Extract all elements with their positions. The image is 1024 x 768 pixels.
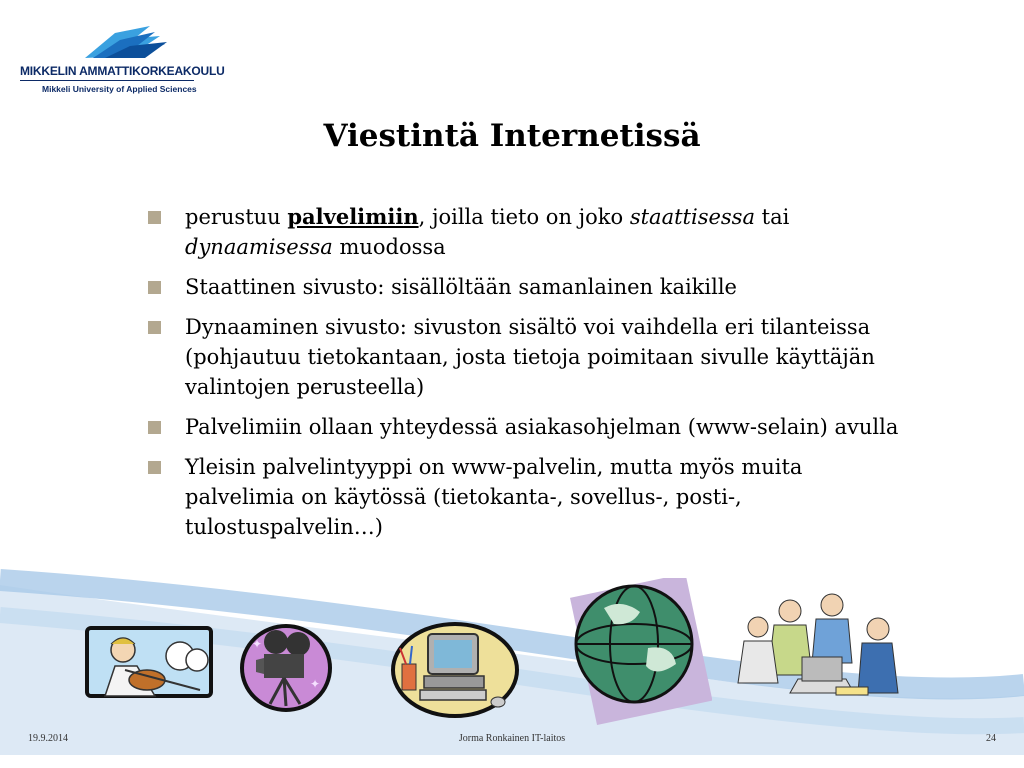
bullet-marker-icon — [148, 461, 161, 474]
bullet-text: Dynaaminen sivusto: sivuston sisältö voi vaihdella eri tilanteissa (pohjautuu tietokantaan, josta tietoja poimitaan sivulle käyttäjän valintojen perusteella) — [185, 315, 875, 399]
bullet-item — [145, 412, 905, 442]
computer-clipart-icon — [390, 618, 520, 718]
bullet-item — [145, 452, 905, 542]
bullet-item — [145, 272, 905, 302]
movie-camera-clipart-icon — [238, 618, 334, 714]
logo-emblem-icon — [75, 18, 175, 63]
bullet-italic-term: dynaamisessa — [185, 235, 333, 259]
bullet-marker-icon — [148, 321, 161, 334]
bullet-text: , joilla tieto on joko — [418, 205, 630, 229]
bullet-item — [145, 202, 905, 262]
bullet-marker-icon — [148, 281, 161, 294]
bullet-text: perustuu — [185, 205, 288, 229]
logo-subtitle: Mikkeli University of Applied Sciences — [42, 84, 197, 94]
logo-divider — [20, 80, 194, 81]
bullet-list — [145, 202, 905, 552]
footer-author: Jorma Ronkainen IT-laitos — [458, 733, 566, 744]
svg-text:✦: ✦ — [310, 677, 321, 691]
bullet-marker-icon — [148, 211, 161, 224]
bullet-keyword: palvelimiin — [287, 204, 419, 229]
bullet-text: Yleisin palvelintyyppi on www-palvelin, mutta myös muita palvelimia on käytössä (tietokanta-, sovellus-, posti-, tulostuspalvelin…) — [185, 455, 803, 539]
bullet-text: Staattinen sivusto: sisällöltään samanlainen kaikille — [185, 275, 737, 299]
svg-text:✦: ✦ — [252, 637, 263, 651]
footer-page-number: 24 — [986, 733, 996, 744]
globe-clipart-icon — [552, 578, 712, 726]
bullet-item — [145, 312, 905, 402]
slide-title: Viestintä Internetissä — [323, 118, 701, 154]
bullet-text: muodossa — [332, 235, 446, 259]
bullet-italic-term: staattisessa — [629, 205, 755, 229]
bullet-text: tai — [754, 205, 790, 229]
bullet-marker-icon — [148, 421, 161, 434]
business-people-clipart-icon — [728, 583, 908, 713]
logo-name: MIKKELIN AMMATTIKORKEAKOULU — [20, 64, 225, 78]
footer-date: 19.9.2014 — [28, 733, 68, 744]
violinist-clipart-icon — [85, 626, 213, 698]
bullet-text: Palvelimiin ollaan yhteydessä asiakasohjelman (www-selain) avulla — [185, 415, 899, 439]
school-logo — [20, 18, 225, 98]
